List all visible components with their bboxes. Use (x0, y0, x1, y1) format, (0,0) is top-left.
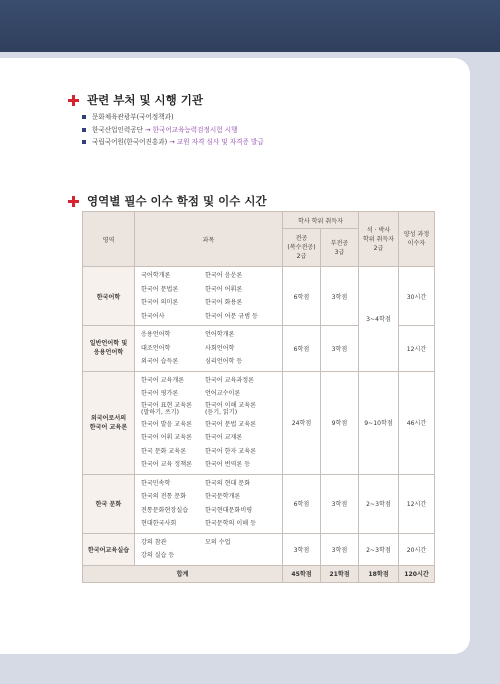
header-degree-group: 학사 학위 취득자 (283, 212, 359, 229)
course-item: 한국어사 (141, 312, 165, 320)
course-item: 전통문화현장실습 (141, 506, 189, 514)
total-row (83, 565, 435, 582)
course-item: 한국의 현대 문화 (205, 479, 251, 487)
area-cell: 한국어교육실습 (83, 533, 135, 565)
course-item: 강의 실습 등 (141, 552, 175, 559)
list-item (82, 124, 264, 137)
table-row (83, 267, 435, 326)
course-item: 한국문학개론 (205, 493, 241, 500)
square-bullet-icon (82, 140, 86, 144)
courses-cell (135, 267, 283, 326)
section-title-text: 영역별 필수 이수 학점 및 이수 시간 (87, 194, 267, 208)
grad-credit-cell: 3~4학점 (359, 267, 399, 372)
course-item: 한국어 발음 교육론 (141, 420, 192, 428)
course-item: 한국어 어휘 교육론 (141, 434, 192, 441)
total-grad: 18학점 (359, 565, 399, 582)
minor-credit-cell: 9학점 (321, 371, 359, 474)
top-header-band (0, 0, 500, 52)
training-hours-cell: 20시간 (399, 533, 435, 565)
course-item: 한국문학의 이해 등 (205, 520, 256, 527)
grad-credit-cell: 2~3학점 (359, 474, 399, 533)
header-minor: 부전공 3급 (321, 229, 359, 267)
list-item-text: 한국산업인력공단 (92, 125, 143, 134)
course-item (205, 550, 283, 562)
header-courses: 과목 (135, 212, 283, 267)
course-item: 한국어 의미론 (141, 299, 179, 306)
course-item: 강의 참관 (141, 538, 167, 546)
course-item: 한국어 표현 교육론 (말하기, 쓰기) (141, 401, 192, 416)
header-area: 영역 (83, 212, 135, 267)
minor-credit-cell: 3학점 (321, 533, 359, 565)
course-item: 한국민속학 (141, 479, 171, 487)
section-title-credits (68, 193, 267, 209)
course-item: 언어학개론 (205, 331, 235, 338)
major-credit-cell: 6학점 (283, 474, 321, 533)
course-item: 모의 수업 (205, 538, 231, 546)
course-item: 대조언어학 (141, 344, 171, 352)
major-credit-cell: 24학점 (283, 371, 321, 474)
list-item-note: → 교원 자격 심사 및 자격증 발급 (169, 138, 264, 146)
course-item: 한국어 교육과정론 (205, 376, 255, 384)
list-item-text: 문화체육관광부(국어정책과) (92, 113, 174, 121)
course-item: 국어학개론 (141, 272, 171, 279)
section-title-agencies (68, 92, 203, 108)
minor-credit-cell: 3학점 (321, 474, 359, 533)
agency-list (82, 111, 264, 149)
total-minor: 21학점 (321, 565, 359, 582)
table-row (83, 533, 435, 565)
major-credit-cell: 6학점 (283, 326, 321, 372)
area-cell: 일반언어학 및 응용언어학 (83, 326, 135, 372)
red-cross-icon (68, 95, 79, 106)
course-item: 한국어 문법론 (141, 285, 179, 293)
table-row (83, 474, 435, 533)
area-cell: 한국어학 (83, 267, 135, 326)
course-item: 언어교수이론 (205, 390, 241, 397)
total-label: 합계 (83, 565, 283, 582)
course-item: 한국어 교육개론 (141, 376, 185, 384)
minor-credit-cell: 3학점 (321, 267, 359, 326)
courses-cell (135, 474, 283, 533)
courses-cell (135, 326, 283, 372)
minor-credit-cell: 3학점 (321, 326, 359, 372)
table-row (83, 371, 435, 474)
list-item (82, 136, 264, 149)
training-hours-cell: 30시간 (399, 267, 435, 326)
major-credit-cell: 6학점 (283, 267, 321, 326)
major-credit-cell: 3학점 (283, 533, 321, 565)
square-bullet-icon (82, 115, 86, 119)
course-item: 한국어 문법 교육론 (205, 420, 256, 428)
header-major: 전공 (복수전공) 2급 (283, 229, 321, 267)
red-cross-icon (68, 196, 79, 207)
header-grad: 석 · 박사 학위 취득자 2급 (359, 212, 399, 267)
area-cell: 외국어로서의 한국어 교육론 (83, 371, 135, 474)
course-item: 한국어 음운론 (205, 272, 243, 279)
courses-cell (135, 533, 283, 565)
square-bullet-icon (82, 128, 86, 132)
list-item-note: → 한국어교육능력검정시험 시행 (144, 125, 238, 134)
training-hours-cell: 46시간 (399, 371, 435, 474)
course-item: 한국현대문화비평 (205, 506, 253, 514)
grad-credit-cell: 9~10학점 (359, 371, 399, 474)
course-item: 한국어 이해 교육론 (듣기, 읽기) (205, 401, 256, 416)
area-cell: 한국 문화 (83, 474, 135, 533)
list-item-text: 국립국어원(한국어진흥과) (92, 138, 168, 146)
course-item: 한국의 전통 문화 (141, 493, 187, 500)
course-item: 한국어 한자 교육론 (205, 447, 256, 455)
header-training: 양성 과정 이수자 (399, 212, 435, 267)
course-item: 한국어 평가론 (141, 390, 179, 397)
course-item: 한국어 교재론 (205, 434, 243, 441)
course-item: 한국어 어휘론 (205, 285, 243, 293)
course-item: 한국어 어문 규범 등 (205, 312, 258, 320)
course-item: 한국 문화 교육론 (141, 447, 187, 455)
course-item: 응용언어학 (141, 331, 171, 338)
training-hours-cell: 12시간 (399, 326, 435, 372)
training-hours-cell: 12시간 (399, 474, 435, 533)
grad-credit-cell: 2~3학점 (359, 533, 399, 565)
course-item: 한국어 교육 정책론 (141, 461, 192, 468)
course-item: 한국어 화용론 (205, 299, 243, 306)
total-training: 120시간 (399, 565, 435, 582)
courses-cell (135, 371, 283, 474)
course-item: 사회언어학 (205, 344, 235, 352)
course-item: 현대한국사회 (141, 520, 177, 527)
section-title-text: 관련 부처 및 시행 기관 (87, 93, 203, 107)
list-item (82, 111, 264, 124)
total-major: 45학점 (283, 565, 321, 582)
course-item: 심리언어학 등 (205, 358, 243, 365)
credits-table (82, 211, 435, 583)
course-item: 외국어 습득론 (141, 358, 179, 365)
course-item: 한국어 번역론 등 (205, 461, 251, 468)
